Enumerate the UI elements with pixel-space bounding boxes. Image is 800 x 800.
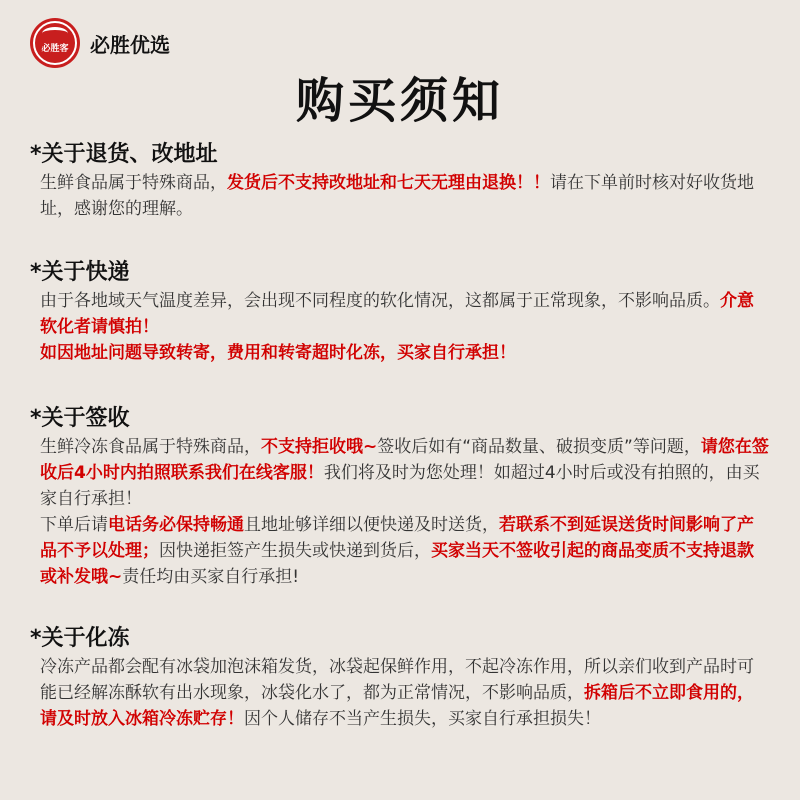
section-warning: 如因地址问题导致转寄，费用和转寄超时化冻，买家自行承担！ xyxy=(40,343,516,363)
section-paragraph: 下单后请电话务必保持畅通且地址够详细以便快递及时送货，若联系不到延误送货时间影响了产品不予以处理；因快递拒签产生损失或快递到货后，买家当天不签收引起的商品变质不支持退款或补发哦~责任均由买家自行承担! xyxy=(40,515,754,587)
section-thawing xyxy=(30,624,770,732)
section-paragraph: 生鲜食品属于特殊商品，发货后不支持改地址和七天无理由退换！！请在下单前时核对好收货地址，感谢您的理解。 xyxy=(40,173,754,219)
logo-text: 必胜客 xyxy=(41,43,69,54)
section-heading: *关于退货、改地址 xyxy=(30,142,218,167)
pizza-hut-logo-icon xyxy=(30,18,80,68)
page-title: 购买须知 xyxy=(295,73,504,129)
section-heading: *关于快递 xyxy=(30,260,130,285)
section-returns xyxy=(30,140,770,222)
section-heading: *关于化冻 xyxy=(30,626,130,651)
brand-name: 必胜优选 xyxy=(90,32,170,57)
section-heading: *关于签收 xyxy=(30,406,130,431)
section-paragraph: 由于各地域天气温度差异，会出现不同程度的软化情况，这都属于正常现象，不影响品质。介意软化者请慎拍！ xyxy=(40,291,754,337)
section-signing xyxy=(30,404,770,590)
section-delivery xyxy=(30,258,770,366)
section-paragraph: 冷冻产品都会配有冰袋加泡沫箱发货，冰袋起保鲜作用，不起冷冻作用，所以亲们收到产品时可能已经解冻酥软有出水现象，冰袋化水了，都为正常情况，不影响品质，拆箱后不立即食用的，请及时放入冰箱冷冻贮存！因个人储存不当产生损失，买家自行承担损失！ xyxy=(40,657,754,729)
brand-logo xyxy=(30,18,170,68)
section-paragraph: 生鲜冷冻食品属于特殊商品，不支持拒收哦~签收后如有“商品数量、破损变质”等问题，请您在签收后4小时内拍照联系我们在线客服！我们将及时为您处理！如超过4小时后或没有拍照的，由买家自行承担！ xyxy=(40,437,769,509)
